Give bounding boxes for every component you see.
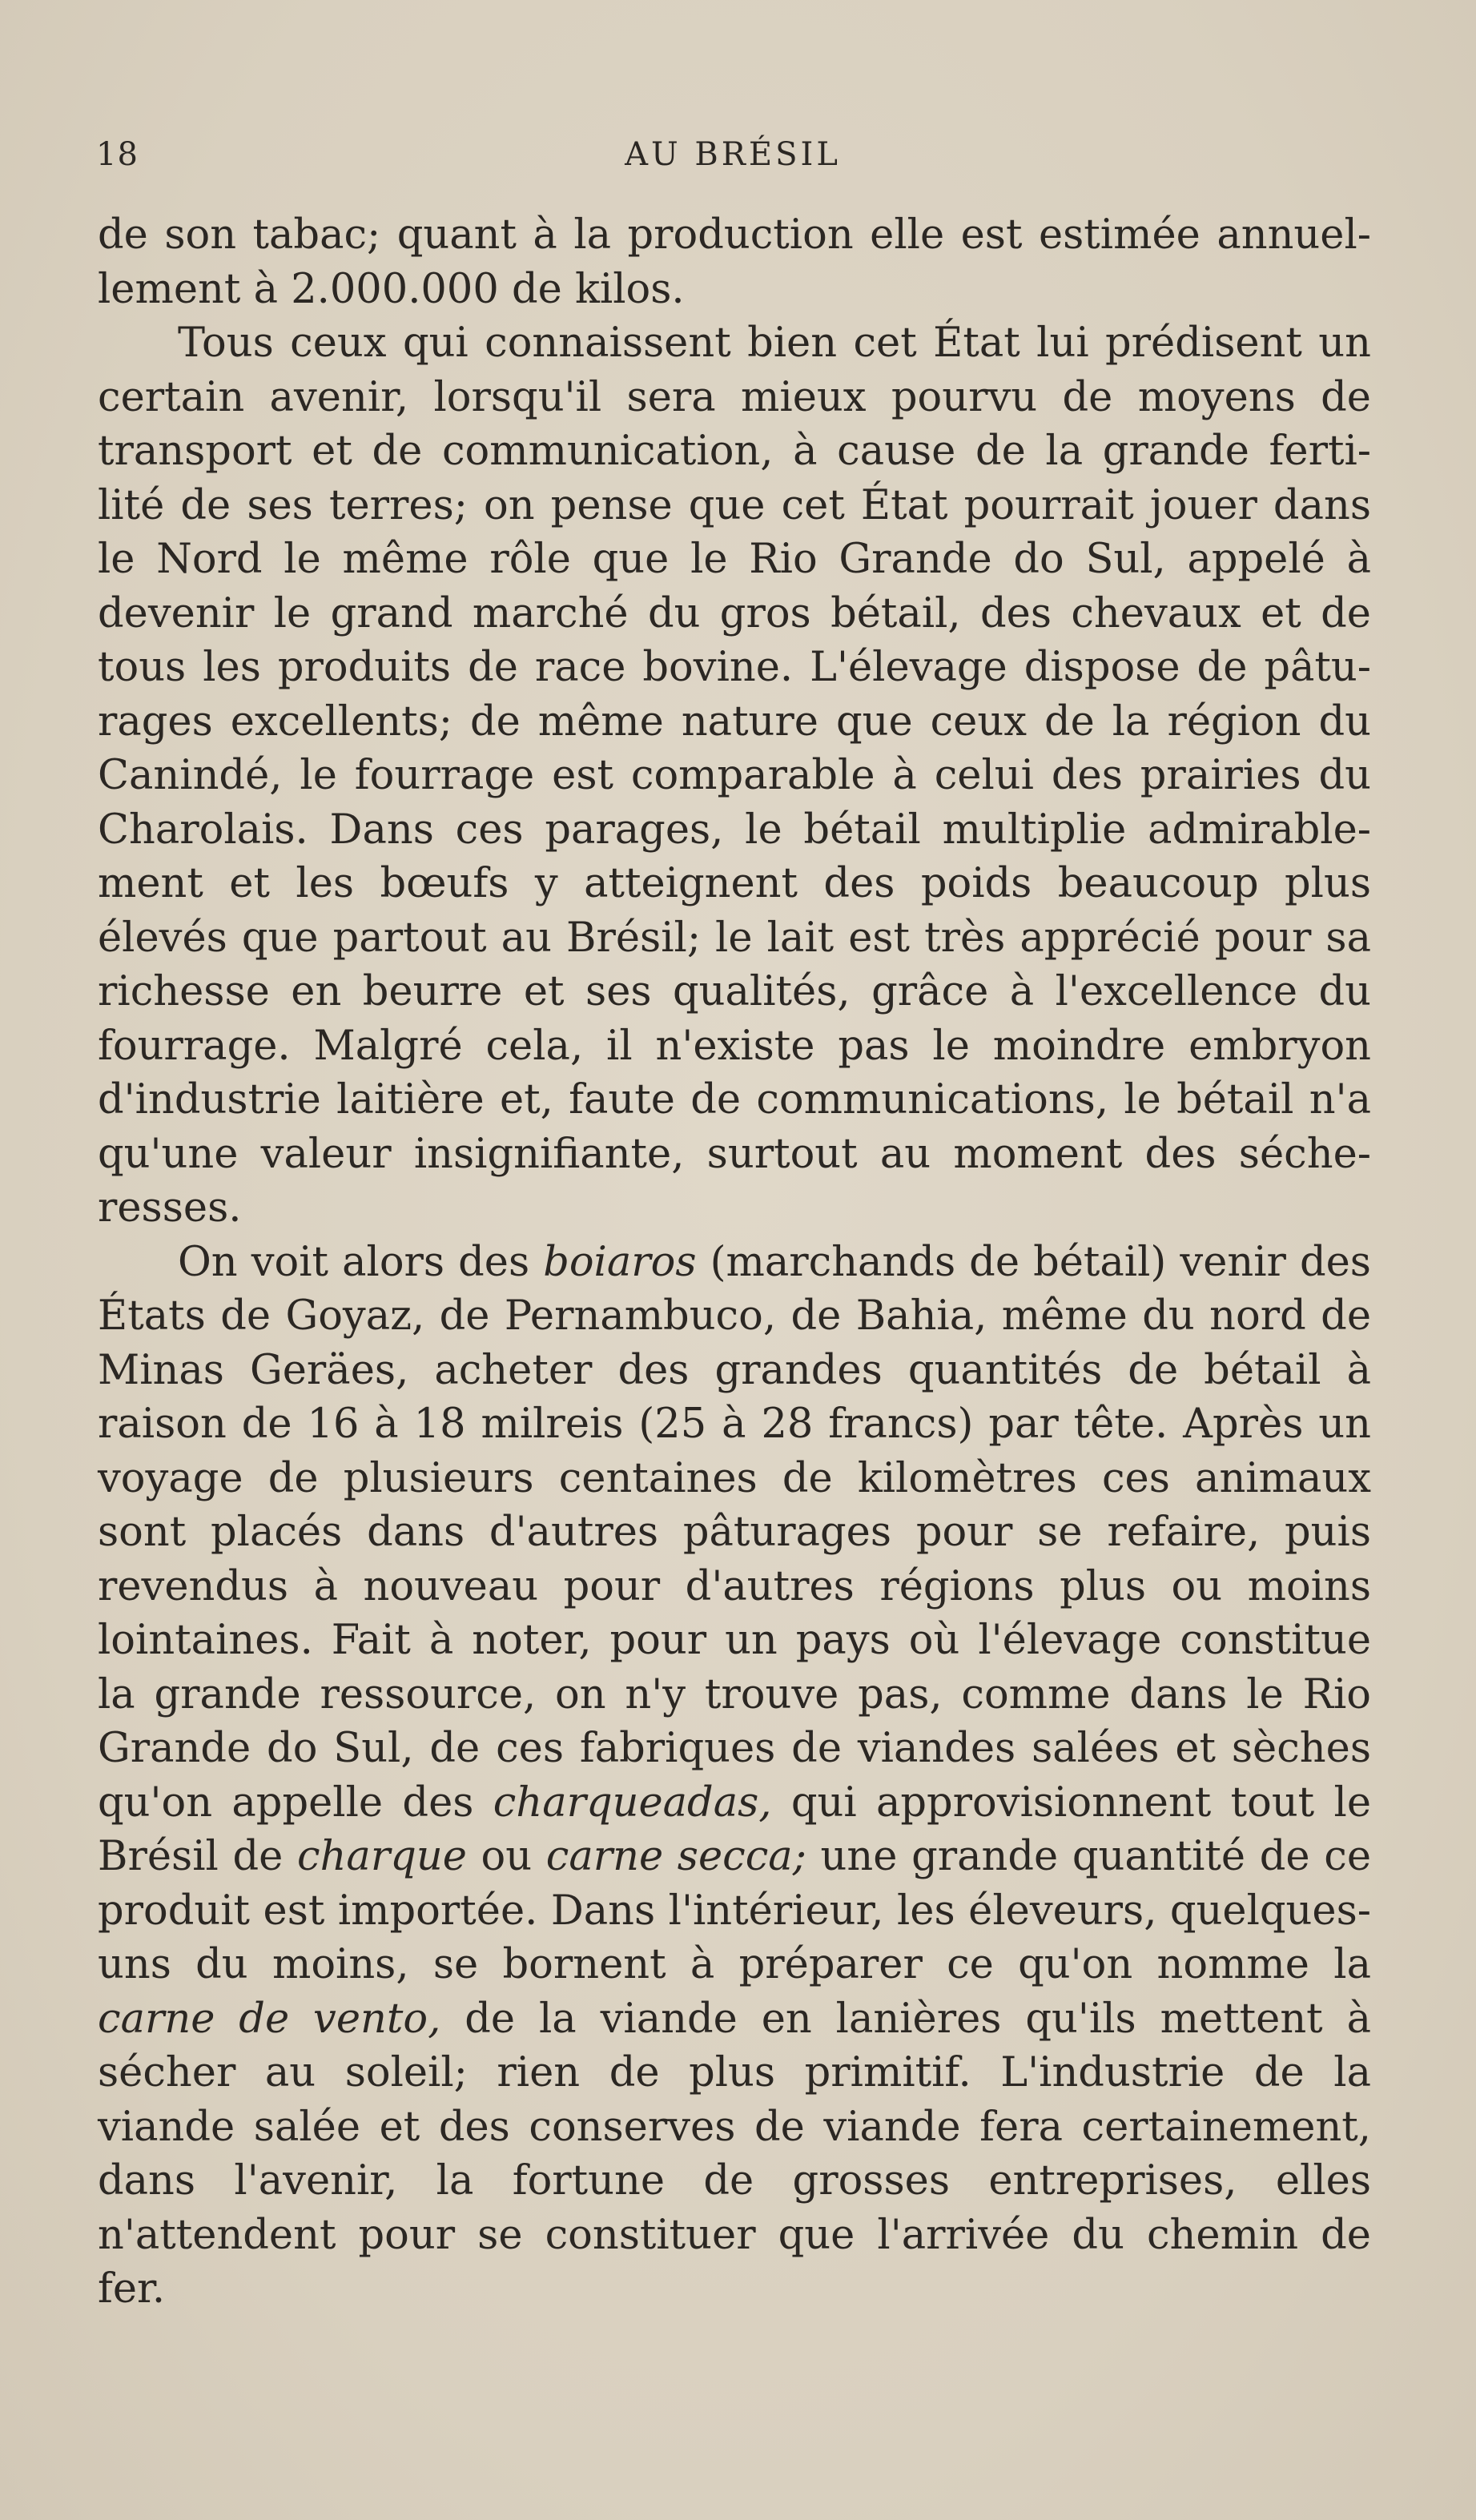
text-segment: de la viande en lanières qu'ils mettent à sécher au soleil; rien de plus primitif. L'industrie de la viande salée et des conserves de viande fera certainement, dans l'avenir, la fortune de grosses entreprises, elles n'attendent pour se constituer que l'arrivée du chemin de fer. bbox=[98, 1995, 1371, 2313]
italic-term-charque: charque bbox=[297, 1833, 467, 1880]
text-segment: On voit alors des bbox=[178, 1238, 544, 1286]
paragraph-1 bbox=[98, 208, 1371, 316]
italic-term-carne-de-vento: carne de vento, bbox=[98, 1995, 441, 2043]
italic-term-carne-secca: carne secca; bbox=[545, 1833, 806, 1880]
text-segment: (marchands de bétail) venir des États de Goyaz, de Pernambuco, de Bahia, même du nord de Minas Geräes, acheter des grandes quantités de bétail à raison de 16 à 18 milreis (25 à 28 francs) par tête. Après un voyage de plusieurs centaines de kilomètres ces animaux sont placés dans d'autres pâturages pour se refaire, puis revendus à nouveau pour d'autres régions plus ou moins lointaines. Fait à noter, pour un pays où l'élevage constitue la grande ressource, on n'y trouve pas, comme dans le Rio Grande do Sul, de ces fabriques de viandes salées et sèches qu'on appelle des bbox=[98, 1238, 1371, 1827]
italic-term-charqueadas: charqueadas, bbox=[493, 1778, 772, 1827]
page-number: 18 bbox=[96, 136, 139, 173]
text-segment: de son tabac; quant à la production elle est estimée annuel-lement à 2.000.000 de kilos. bbox=[98, 211, 1371, 313]
text-segment: Tous ceux qui connaissent bien cet État lui prédisent un certain avenir, lorsqu'il sera mieux pourvu de moyens de transport et de communication, à cause de la grande ferti-lité de ses terres; on pense que cet État pourrait jouer dans le Nord le même rôle que le Rio Grande do Sul, appelé à devenir le grand marché du gros bétail, des chevaux et de tous les produits de race bovine. L'élevage dispose de pâtu-rages excellents; de même nature que ceux de la région du Canindé, le fourrage est comparable à celui des prairies du Charolais. Dans ces parages, le bétail multiplie admirable-ment et les bœufs y atteignent des poids beaucoup plus élevés que partout au Brésil; le lait est très apprécié pour sa richesse en beurre et ses qualités, grâce à l'excellence du fourrage. Malgré cela, il n'existe pas le moindre embryon d'industrie laitière et, faute de communications, le bétail n'a qu'une valeur insignifiante, surtout au moment des séche-resses. bbox=[98, 320, 1371, 1232]
italic-term-boiaros: boiaros bbox=[543, 1238, 697, 1286]
paragraph-2 bbox=[98, 316, 1371, 1236]
paragraph-3 bbox=[98, 1236, 1371, 2317]
text-segment: qui approvisionnent tout le Brésil de bbox=[98, 1778, 1372, 1880]
page-header bbox=[96, 136, 1369, 192]
text-segment: ou bbox=[466, 1833, 546, 1880]
running-head: AU BRÉSIL bbox=[625, 136, 841, 173]
body-text bbox=[98, 208, 1371, 2317]
text-segment: une grande quantité de ce produit est importée. Dans l'intérieur, les éleveurs, quelques-uns du moins, se bornent à préparer ce qu'on nomme la bbox=[98, 1833, 1372, 1988]
